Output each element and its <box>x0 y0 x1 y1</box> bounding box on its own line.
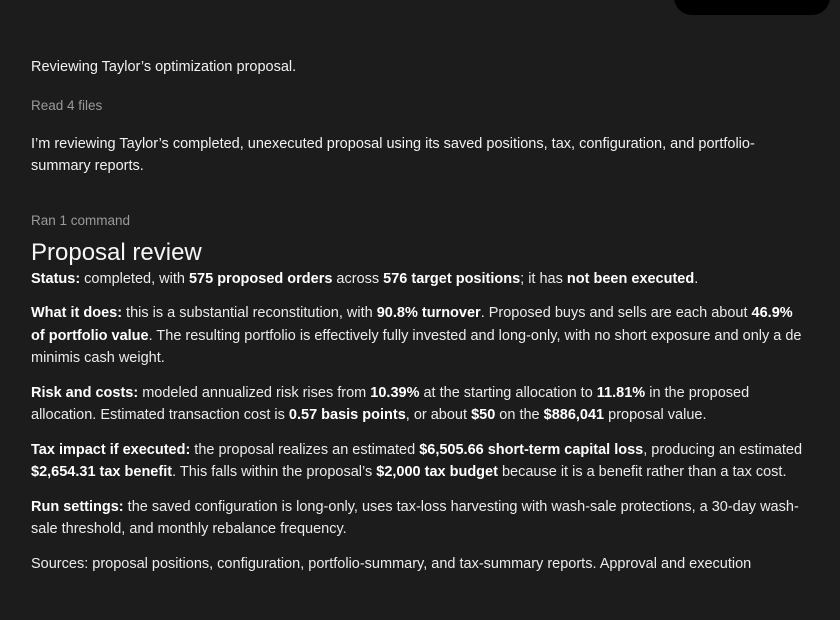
status-text: completed, with <box>80 270 189 287</box>
run-text: the saved configuration is long-only, uses tax-loss harvesting with wash-sale protections, a 30-day wash-sale threshold, and monthly rebalance frequency. <box>31 498 799 537</box>
status-text: ; it has <box>520 270 567 287</box>
risk-text: modeled annualized risk rises from <box>138 384 371 401</box>
risk-text: in the proposed allocation. Estimated transaction cost is <box>31 384 750 423</box>
risk-text: on the <box>495 407 544 423</box>
status-paragraph <box>31 268 806 291</box>
risk-text: at the starting allocation to <box>419 384 597 401</box>
transaction-cost-bps: 0.57 basis points <box>288 407 406 423</box>
run-label: Run settings: <box>31 498 124 515</box>
read-files-toggle[interactable]: Read 4 files <box>31 97 103 113</box>
what-text: . Proposed buys and sells are each about <box>480 305 752 321</box>
sources-paragraph: Sources: proposal positions, configuration, portfolio-summary, and tax-summary reports. Approval and execution <box>31 555 752 572</box>
section-heading: Proposal review <box>31 238 202 266</box>
capital-loss: $6,505.66 short-term capital loss <box>419 441 644 458</box>
tax-text: , producing an estimated <box>643 441 803 458</box>
tax-budget: $2,000 tax budget <box>376 464 498 480</box>
assistant-response <box>31 56 806 587</box>
message-bubble-edge <box>674 0 830 15</box>
risk-costs-paragraph <box>31 382 806 427</box>
portfolio-value-share: 46.9% of portfolio value <box>31 305 793 344</box>
status-label: Status: <box>31 270 81 287</box>
run-settings-paragraph <box>31 496 806 541</box>
risk-text: , or about <box>405 407 472 423</box>
ran-command-toggle[interactable]: Ran 1 command <box>31 212 131 228</box>
transaction-cost-dollars: $50 <box>471 407 496 423</box>
what-it-does-paragraph <box>31 302 806 370</box>
risk-label: Risk and costs: <box>31 384 139 401</box>
what-text: this is a substantial reconstitution, with <box>122 305 377 321</box>
execution-state: not been executed <box>566 270 695 287</box>
risk-text: proposal value. <box>604 407 707 423</box>
turnover-value: 90.8% turnover <box>376 305 481 321</box>
reviewing-text: I’m reviewing Taylor’s completed, unexecuted proposal using its saved positions, tax, configuration, and portfolio-summary reports. <box>31 135 755 174</box>
tax-text: . This falls within the proposal’s <box>172 464 377 480</box>
intro-text: Reviewing Taylor’s optimization proposal. <box>31 59 297 75</box>
status-text: across <box>332 270 384 287</box>
tax-label: Tax impact if executed: <box>31 441 191 458</box>
target-positions: 576 target positions <box>383 270 521 287</box>
proposal-value: $886,041 <box>543 407 605 423</box>
tax-benefit: $2,654.31 tax benefit <box>31 464 173 480</box>
what-label: What it does: <box>31 305 123 321</box>
what-text: . The resulting portfolio is effectively fully invested and long-only, with no short exposure and only a de minimis cash weight. <box>31 327 802 366</box>
proposed-orders: 575 proposed orders <box>188 270 333 287</box>
status-text: . <box>694 270 699 287</box>
starting-risk: 10.39% <box>370 384 420 401</box>
proposed-risk: 11.81% <box>596 384 646 401</box>
tax-text: the proposal realizes an estimated <box>190 441 420 458</box>
tax-impact-paragraph <box>31 439 806 484</box>
tax-text: because it is a benefit rather than a tax cost. <box>497 464 787 480</box>
